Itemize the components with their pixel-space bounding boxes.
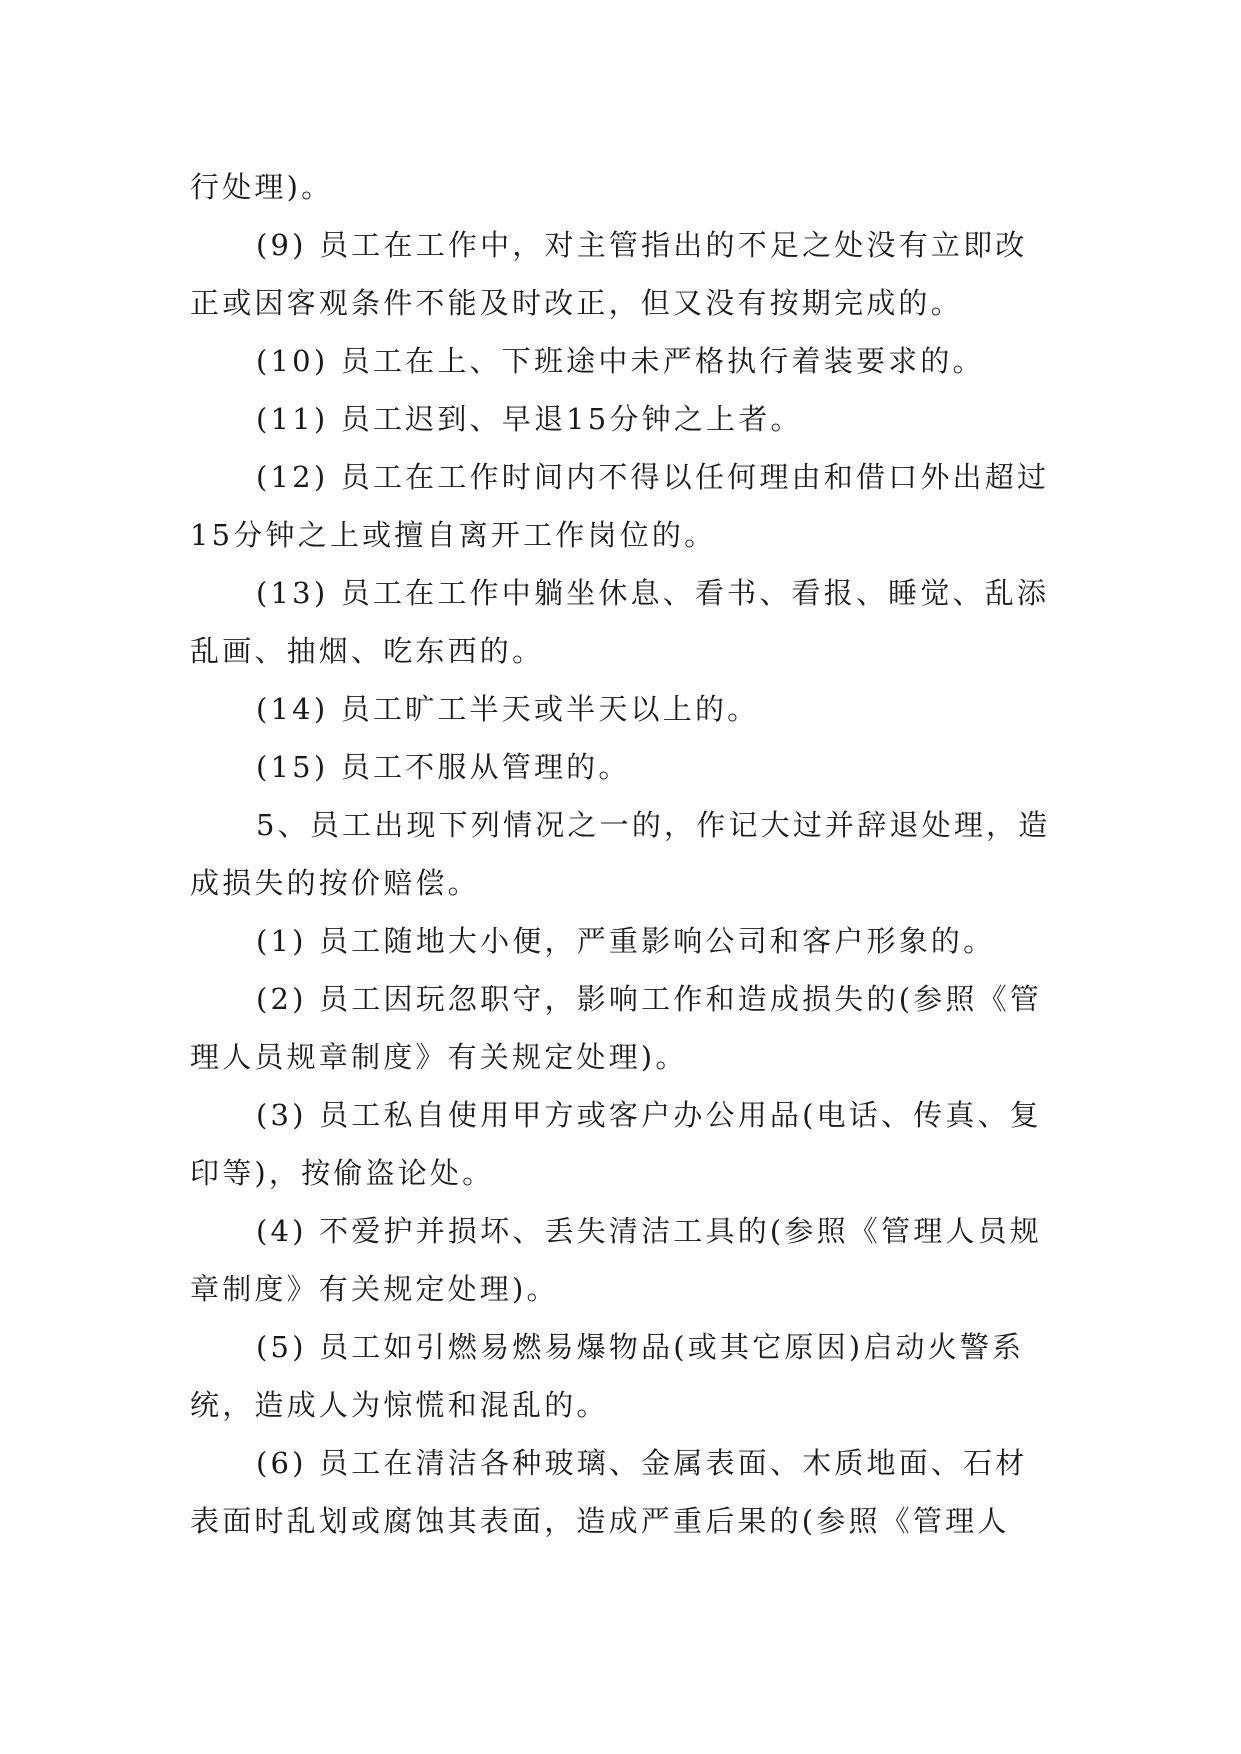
paragraph-subitem-1: (1) 员工随地大小便，严重影响公司和客户形象的。 [256,924,996,958]
section-5-heading: 5、员工出现下列情况之一的，作记大过并辞退处理，造成损失的按价赔偿。 [190,808,1051,900]
paragraph-subitem-6: (6) 员工在清洁各种玻璃、金属表面、木质地面、石材表面时乱划或腐蚀其表面，造成严重后果的(参照《管理人 [190,1446,1028,1538]
paragraph-item-10: (10) 员工在上、下班途中未严格执行着装要求的。 [256,344,985,378]
paragraph-item-14: (14) 员工旷工半天或半天以上的。 [256,692,760,726]
paragraph-continuation: 行处理)。 [190,170,334,204]
paragraph-item-11: (11) 员工迟到、早退15分钟之上者。 [256,402,803,436]
paragraph-subitem-2: (2) 员工因玩忽职守，影响工作和造成损失的(参照《管理人员规章制度》有关规定处理)。 [190,982,1043,1074]
paragraph-subitem-3: (3) 员工私自使用甲方或客户办公用品(电话、传真、复印等)，按偷盗论处。 [190,1098,1043,1190]
paragraph-item-13: (13) 员工在工作中躺坐休息、看书、看报、睡觉、乱添乱画、抽烟、吃东西的。 [190,576,1050,668]
paragraph-item-9: (9) 员工在工作中，对主管指出的不足之处没有立即改正或因客观条件不能及时改正，但又没有按期完成的。 [190,228,1028,320]
paragraph-item-15: (15) 员工不服从管理的。 [256,750,631,784]
paragraph-subitem-5: (5) 员工如引燃易燃易爆物品(或其它原因)启动火警系统，造成人为惊慌和混乱的。 [190,1330,1025,1422]
document-body [190,158,1052,1550]
paragraph-subitem-4: (4) 不爱护并损坏、丢失清洁工具的(参照《管理人员规章制度》有关规定处理)。 [190,1214,1043,1306]
paragraph-item-12: (12) 员工在工作时间内不得以任何理由和借口外出超过15分钟之上或擅自离开工作岗位的。 [190,460,1050,552]
